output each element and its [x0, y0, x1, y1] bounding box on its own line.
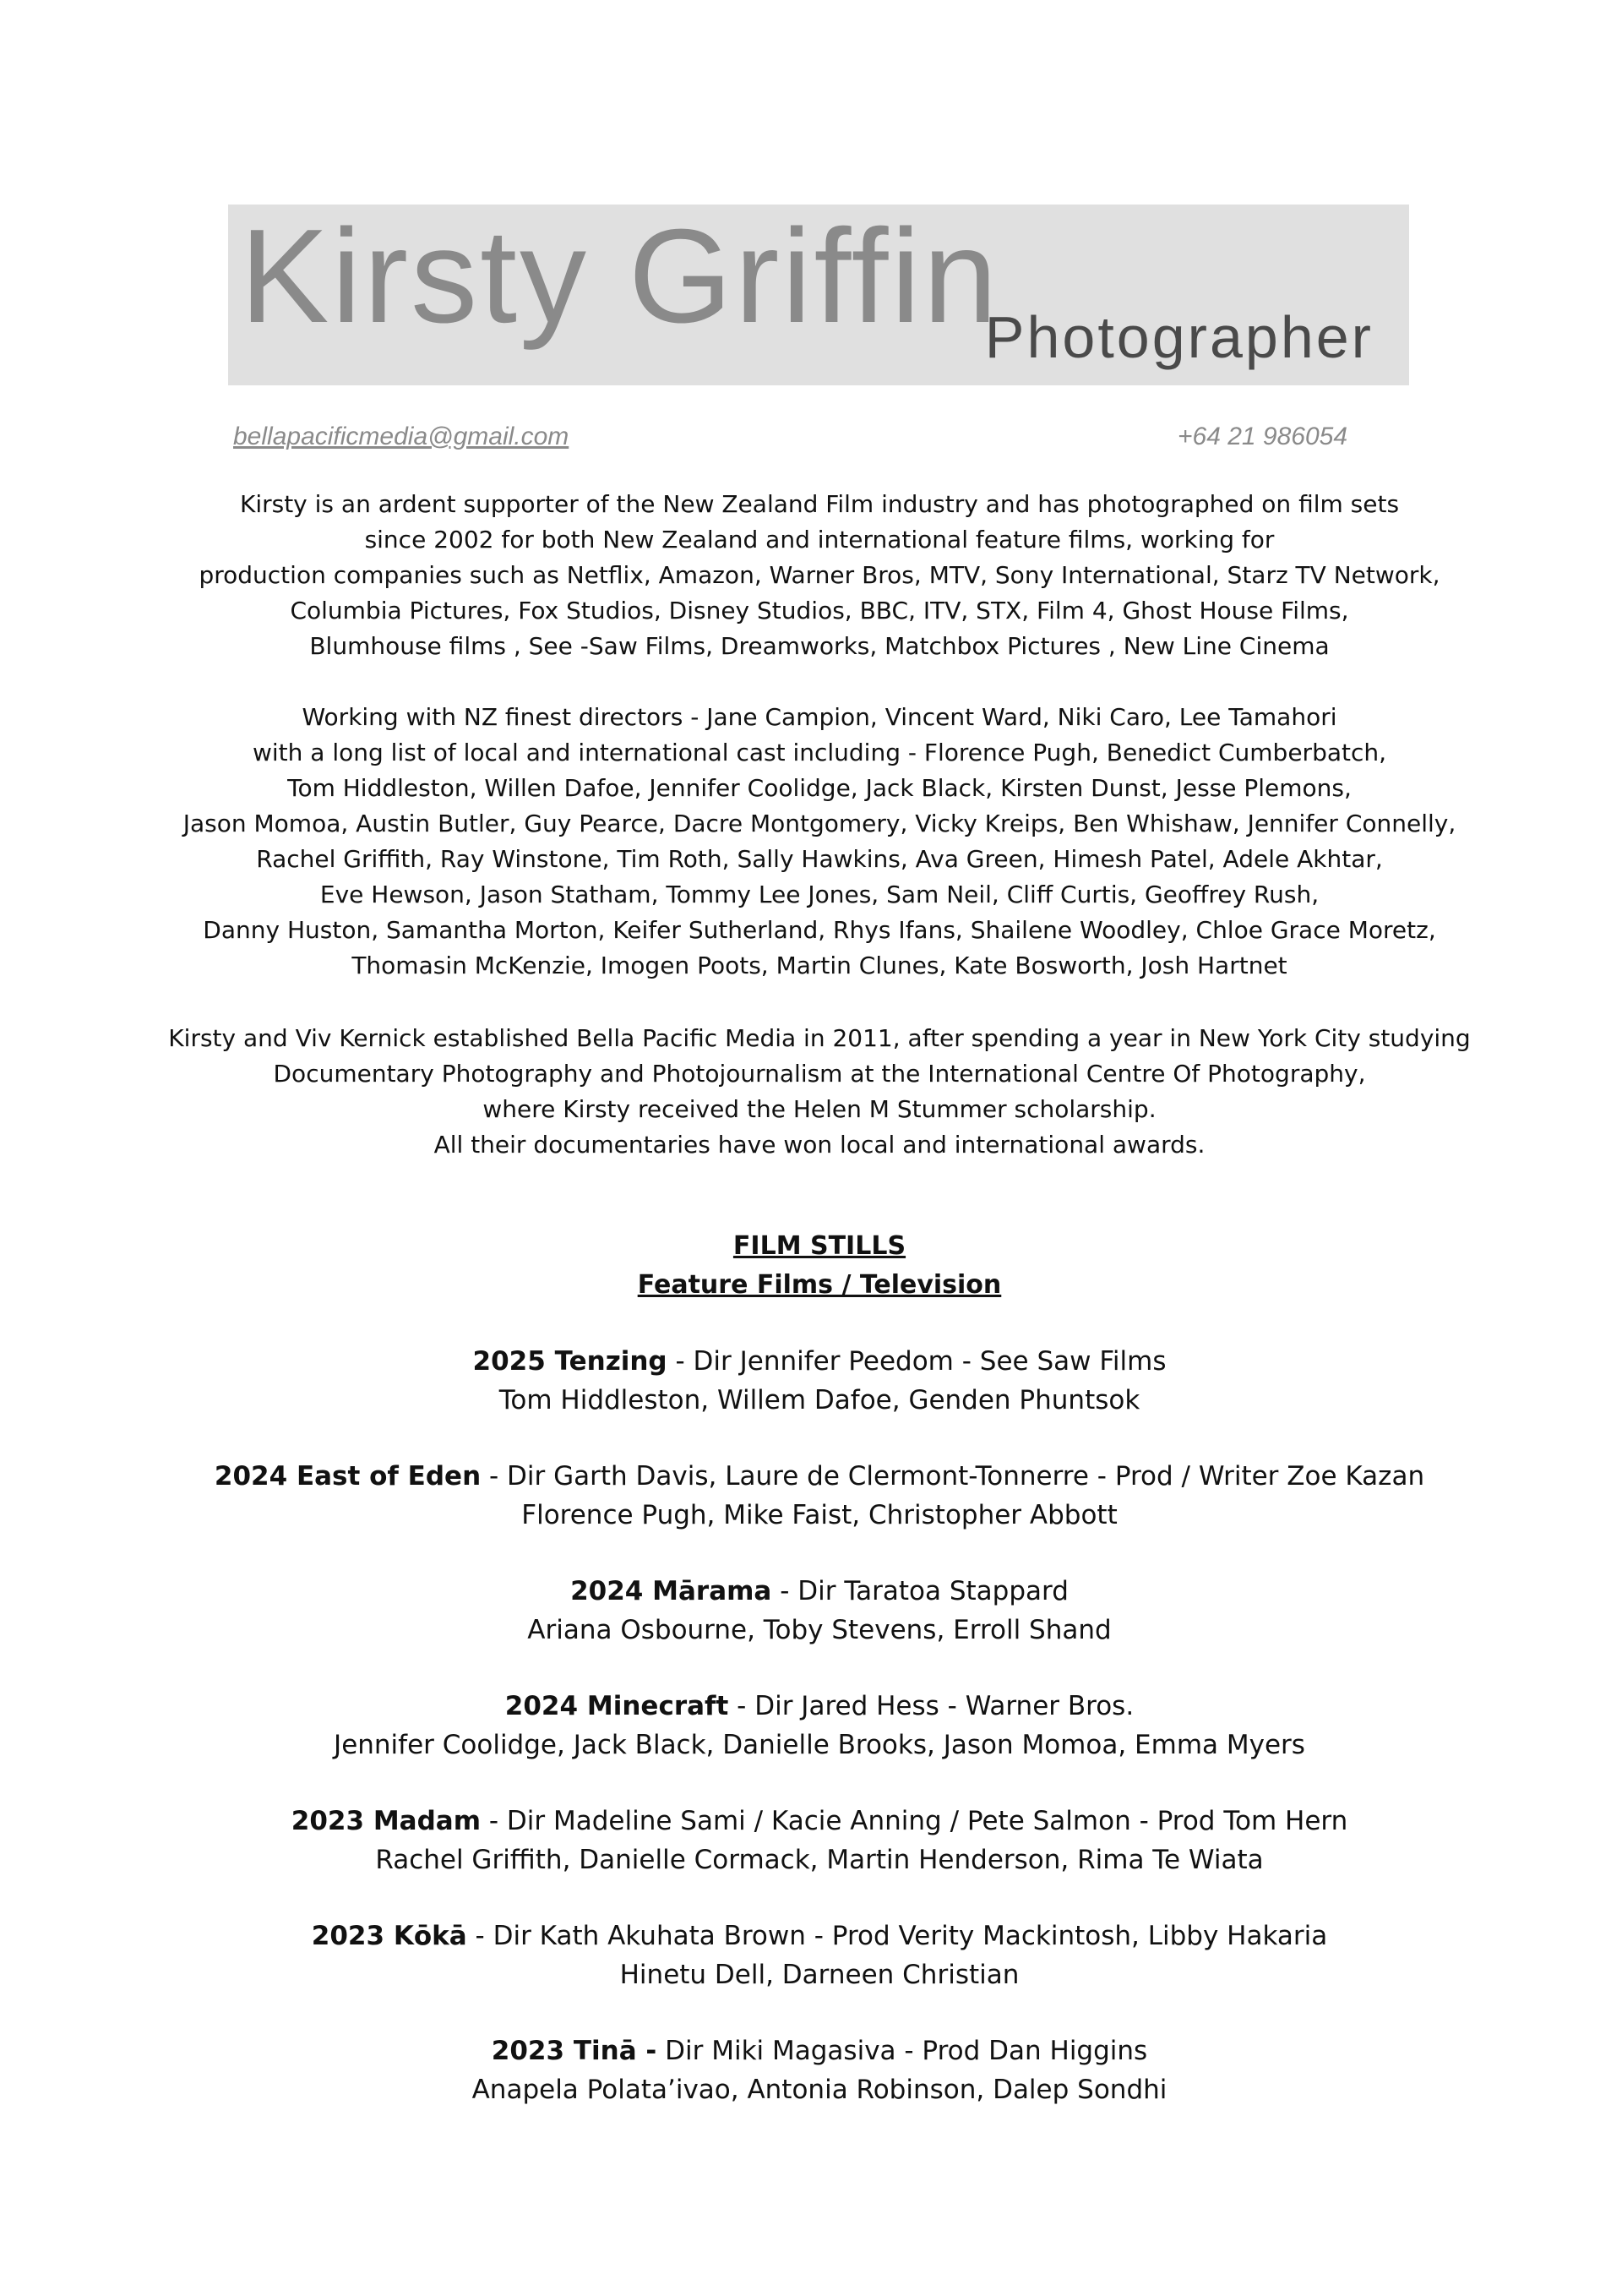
- section-subtitle: Feature Films / Television: [637, 1270, 1002, 1300]
- bio-line: All their documentaries have won local and international awards.: [433, 1131, 1206, 1159]
- credit-cast: Florence Pugh, Mike Faist, Christopher Abbott: [521, 1500, 1118, 1530]
- credit-entry: [118, 1917, 1521, 2031]
- credit-cast: Ariana Osbourne, Toby Stevens, Erroll Shand: [527, 1615, 1112, 1645]
- bio-line: Columbia Pictures, Fox Studios, Disney Studios, BBC, ITV, STX, Film 4, Ghost House Films,: [290, 597, 1349, 624]
- credit-heading: [118, 1572, 1521, 1611]
- bio-line: Blumhouse films , See -Saw Films, Dreamworks, Matchbox Pictures , New Line Cinema: [309, 632, 1330, 660]
- credit-heading: [118, 1687, 1521, 1726]
- credit-details: - Dir Jared Hess - Warner Bros.: [728, 1691, 1135, 1721]
- credit-entry: [118, 1342, 1521, 1457]
- credit-details: - Dir Garth Davis, Laure de Clermont-Tonnerre - Prod / Writer Zoe Kazan: [481, 1461, 1425, 1492]
- bio-line: production companies such as Netflix, Amazon, Warner Bros, MTV, Sony International, Starz TV Network,: [199, 561, 1440, 589]
- bio-line: Jason Momoa, Austin Butler, Guy Pearce, Dacre Montgomery, Vicky Kreips, Ben Whishaw, Jennifer Connelly,: [182, 810, 1456, 837]
- credit-entry: [118, 1572, 1521, 1687]
- credit-entry: [118, 1802, 1521, 1917]
- bio-line: Rachel Griffith, Ray Winstone, Tim Roth, Sally Hawkins, Ava Green, Himesh Patel, Adele Akhtar,: [256, 845, 1383, 873]
- credit-heading: [118, 1342, 1521, 1381]
- credit-details: - Dir Taratoa Stappard: [771, 1576, 1069, 1606]
- logo-role: Photographer: [984, 304, 1374, 370]
- credit-cast: Jennifer Coolidge, Jack Black, Danielle Brooks, Jason Momoa, Emma Myers: [334, 1730, 1305, 1760]
- credit-cast: Rachel Griffith, Danielle Cormack, Martin Henderson, Rima Te Wiata: [375, 1845, 1264, 1875]
- credit-title: 2023 Tinā -: [491, 2036, 657, 2066]
- bio-line: Kirsty and Viv Kernick established Bella Pacific Media in 2011, after spending a year in New York City studying: [168, 1024, 1471, 1052]
- contact-phone: +64 21 986054: [1178, 423, 1348, 450]
- credit-details: Dir Miki Magasiva - Prod Dan Higgins: [656, 2036, 1148, 2066]
- credit-entry: [118, 1687, 1521, 1802]
- bio-line: Working with NZ finest directors - Jane Campion, Vincent Ward, Niki Caro, Lee Tamahori: [302, 703, 1337, 731]
- credit-entry: [118, 2031, 1521, 2146]
- credit-title: 2024 Minecraft: [504, 1691, 729, 1721]
- bio-line: Thomasin McKenzie, Imogen Poots, Martin Clunes, Kate Bosworth, Josh Hartnet: [351, 952, 1287, 979]
- bio-paragraph-1: [118, 487, 1521, 664]
- bio-line: Tom Hiddleston, Willen Dafoe, Jennifer Coolidge, Jack Black, Kirsten Dunst, Jesse Plemons,: [287, 774, 1352, 802]
- credit-title: 2024 East of Eden: [214, 1461, 482, 1492]
- header-logo: [228, 205, 1409, 385]
- section-title: FILM STILLS: [732, 1231, 906, 1261]
- bio-paragraph-3: [118, 1021, 1521, 1163]
- credit-cast: Hinetu Dell, Darneen Christian: [619, 1960, 1020, 1990]
- credit-title: 2024 Mārama: [570, 1576, 772, 1606]
- credit-heading: [118, 2031, 1521, 2070]
- credit-entry: [118, 1457, 1521, 1572]
- credit-title: 2025 Tenzing: [472, 1346, 667, 1377]
- credit-details: - Dir Jennifer Peedom - See Saw Films: [667, 1346, 1167, 1377]
- credit-heading: [118, 1457, 1521, 1496]
- credits-list: [118, 1342, 1521, 2146]
- logo-name: Kirsty Griffin: [240, 205, 1000, 351]
- bio-line: since 2002 for both New Zealand and international feature films, working for: [364, 526, 1275, 554]
- credit-cast: Anapela Polata’ivao, Antonia Robinson, Dalep Sondhi: [471, 2075, 1168, 2105]
- bio-line: with a long list of local and international cast including - Florence Pugh, Benedict Cumberbatch,: [252, 739, 1387, 766]
- bio-line: Kirsty is an ardent supporter of the New Zealand Film industry and has photographed on film sets: [239, 490, 1400, 518]
- contact-email-link[interactable]: bellapacificmedia@gmail.com: [233, 423, 569, 450]
- bio-line: Danny Huston, Samantha Morton, Keifer Sutherland, Rhys Ifans, Shailene Woodley, Chloe Grace Moretz,: [203, 916, 1436, 944]
- credit-title: 2023 Kōkā: [311, 1921, 467, 1951]
- bio-line: Documentary Photography and Photojournalism at the International Centre Of Photography,: [273, 1060, 1366, 1088]
- credit-heading: [118, 1802, 1521, 1841]
- bio-line: Eve Hewson, Jason Statham, Tommy Lee Jones, Sam Neil, Cliff Curtis, Geoffrey Rush,: [319, 881, 1320, 908]
- credit-cast: Tom Hiddleston, Willem Dafoe, Genden Phuntsok: [498, 1385, 1140, 1415]
- bio-line: where Kirsty received the Helen M Stummer scholarship.: [482, 1095, 1157, 1123]
- credit-details: - Dir Madeline Sami / Kacie Anning / Pete Salmon - Prod Tom Hern: [481, 1806, 1348, 1836]
- bio-paragraph-2: [118, 700, 1521, 984]
- credit-title: 2023 Madam: [291, 1806, 482, 1836]
- credit-heading: [118, 1917, 1521, 1955]
- credit-details: - Dir Kath Akuhata Brown - Prod Verity Mackintosh, Libby Hakaria: [466, 1921, 1328, 1951]
